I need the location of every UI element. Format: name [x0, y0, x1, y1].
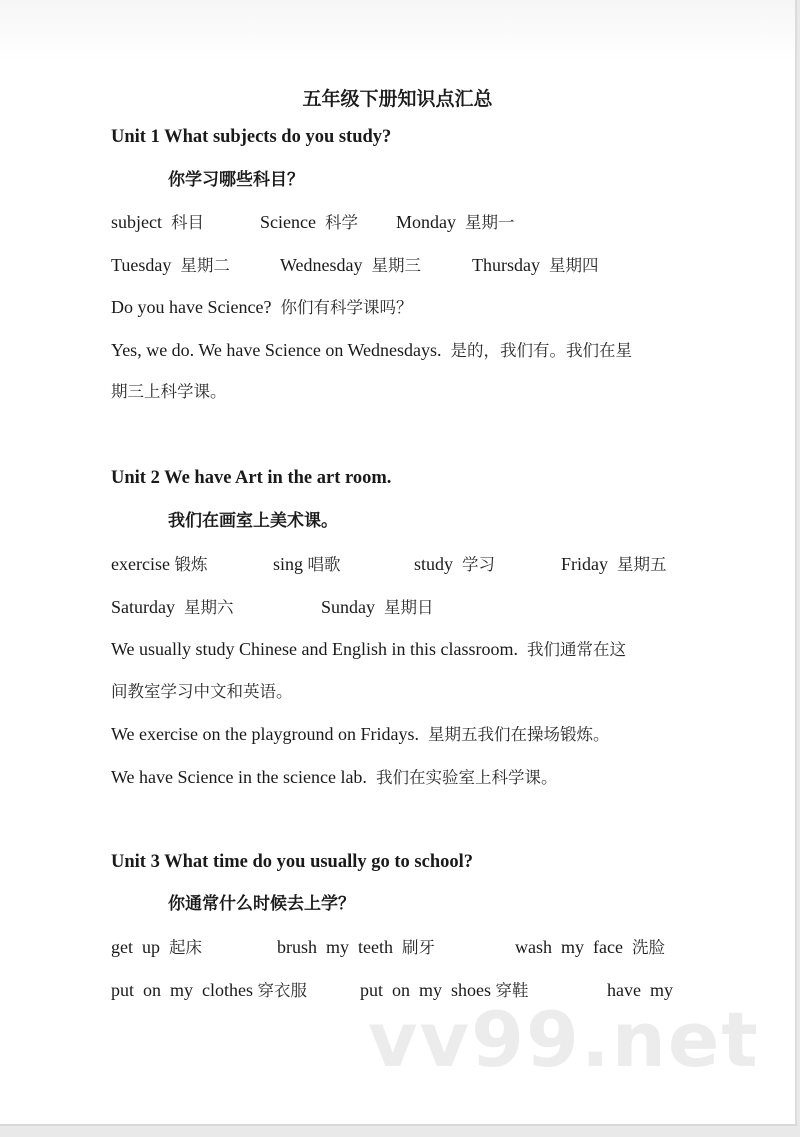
unit-2-vocab-row-2: [111, 596, 677, 618]
vocab-item: put on my clothes 穿衣服: [111, 980, 307, 1000]
vocab-item: sing 唱歌: [273, 554, 341, 574]
unit-2-subtitle: 我们在画室上美术课。: [168, 511, 338, 531]
vocab-item: Thursday 星期四: [472, 255, 599, 275]
unit-1-title: Unit 1 What subjects do you study?: [111, 127, 392, 147]
page-top-shade: [0, 0, 795, 62]
vocab-item: brush my teeth 刷牙: [277, 937, 435, 957]
vocab-item: exercise 锻炼: [111, 554, 208, 574]
unit-1-sentence-2-continued: 期三上科学课。: [111, 382, 227, 401]
unit-2-sentence-1: We usually study Chinese and English in this classroom. 我们通常在这: [111, 639, 627, 659]
vocab-item: wash my face 洗脸: [515, 937, 665, 957]
vocab-item: Science 科学: [260, 212, 358, 232]
vocab-item: get up 起床: [111, 937, 202, 957]
unit-2-sentence-3: We have Science in the science lab. 我们在实验室上科学课。: [111, 767, 558, 787]
unit-1-sentence-2: Yes, we do. We have Science on Wednesdays. 是的，我们有。我们在星: [111, 340, 633, 360]
unit-3-title: Unit 3 What time do you usually go to school?: [111, 852, 473, 872]
unit-3-vocab-row-1: [111, 936, 677, 958]
unit-2-sentence-2: We exercise on the playground on Fridays. 星期五我们在操场锻炼。: [111, 724, 610, 744]
page-title: 五年级下册知识点汇总: [302, 88, 493, 110]
vocab-item: Sunday 星期日: [321, 597, 434, 617]
unit-1-vocab-row-2: [111, 254, 677, 276]
vocab-item: Tuesday 星期二: [111, 255, 230, 275]
vocab-item: subject 科目: [111, 212, 204, 232]
vocab-item: Monday 星期一: [396, 212, 515, 232]
vocab-item: Friday 星期五: [561, 554, 667, 574]
unit-2-sentence-1-continued: 间教室学习中文和英语。: [111, 682, 293, 701]
unit-3-subtitle: 你通常什么时候去上学？: [168, 894, 355, 914]
unit-1-subtitle: 你学习哪些科目？: [168, 170, 304, 190]
unit-2-title: Unit 2 We have Art in the art room.: [111, 468, 392, 488]
vocab-item: study 学习: [414, 554, 496, 574]
unit-1-sentence-1: Do you have Science? 你们有科学课吗？: [111, 297, 413, 317]
vocab-item: put on my shoes 穿鞋: [360, 980, 529, 1000]
watermark: vv99.net: [368, 995, 760, 1084]
unit-1-vocab-row-1: [111, 211, 677, 233]
vocab-item: Saturday 星期六: [111, 597, 234, 617]
vocab-item: have my: [607, 980, 673, 1000]
unit-2-vocab-row-1: [111, 553, 677, 575]
vocab-item: Wednesday 星期三: [280, 255, 422, 275]
